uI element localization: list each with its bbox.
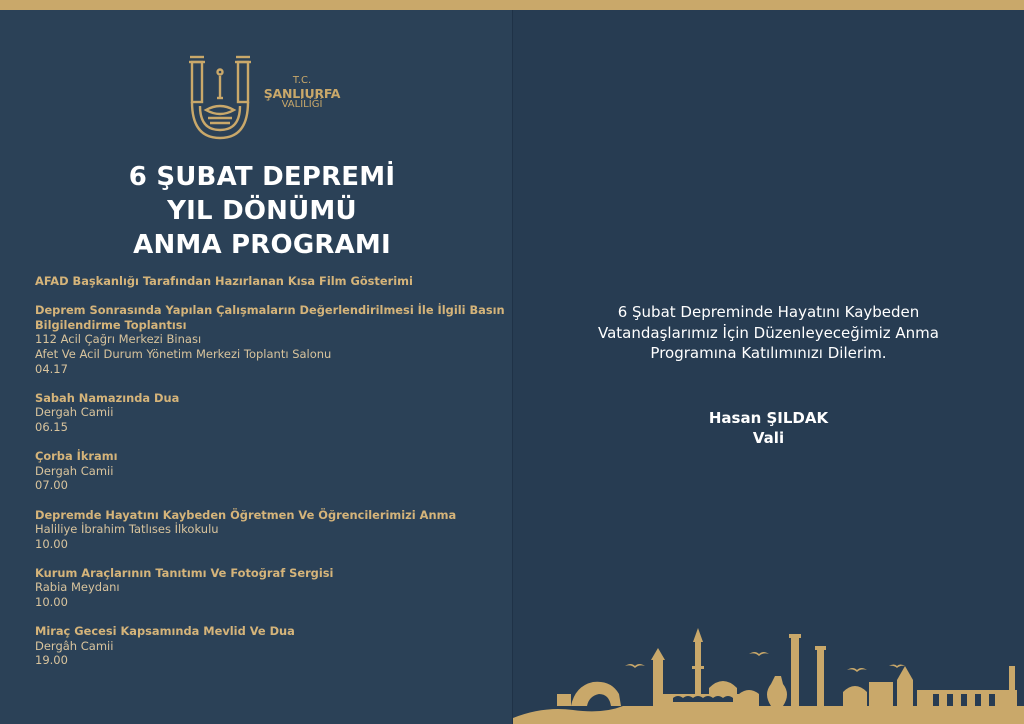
signature-block <box>513 408 1024 448</box>
logo-city: ŞANLIURFA <box>263 85 341 101</box>
program-item-time: 06.15 <box>35 419 68 434</box>
title-line-2: YIL DÖNÜMÜ <box>167 196 357 226</box>
signature-role: Vali <box>752 429 785 447</box>
program-item-location: Dergah Camii <box>35 405 114 420</box>
title-line-1: 6 ŞUBAT DEPREMİ <box>128 162 396 192</box>
city-skyline-icon <box>513 610 1024 724</box>
program-item-location: Haliliye İbrahim Tatlıses İlkokulu <box>35 522 219 537</box>
program-item-location: Rabia Meydanı <box>35 580 120 595</box>
program-item <box>35 274 505 289</box>
program-item-time: 10.00 <box>35 595 68 610</box>
program-item-title: Kurum Araçlarının Tanıtımı Ve Fotoğraf Sergisi <box>35 565 334 580</box>
program-item <box>35 391 505 435</box>
program-item-title: Çorba İkramı <box>35 449 118 464</box>
program-item-title: Deprem Sonrasında Yapılan Çalışmaların Değerlendirilmesi İle İlgili Basın Bilgilendirme Toplantısı <box>35 303 505 332</box>
program-item-location: Dergah Camii <box>35 463 114 478</box>
program-item <box>35 449 505 493</box>
program-item-title: Miraç Gecesi Kapsamında Mevlid Ve Dua <box>35 624 295 639</box>
program-item <box>35 566 505 610</box>
title-line-3: ANMA PROGRAMI <box>133 230 391 260</box>
program-item-title: Sabah Namazında Dua <box>35 390 180 405</box>
program-item-location: Dergâh Camii <box>35 638 114 653</box>
program-panel <box>0 10 513 724</box>
logo-tc: T.C. <box>292 75 312 86</box>
program-item-location: Afet Ve Acil Durum Yönetim Merkezi Toplantı Salonu <box>35 346 332 361</box>
program-item-time: 04.17 <box>35 361 68 376</box>
logo-text <box>260 76 344 110</box>
program-item-time: 19.00 <box>35 653 68 668</box>
program-item-location: 112 Acil Çağrı Merkezi Binası <box>35 332 202 347</box>
program-item <box>35 624 505 668</box>
program-item <box>35 508 505 552</box>
invitation-message <box>513 302 1024 364</box>
signature-name: Hasan ŞILDAK <box>708 409 829 427</box>
invitation-line-1: 6 Şubat Depreminde Hayatını Kaybeden <box>617 303 920 321</box>
program-item-title: Depremde Hayatını Kaybeden Öğretmen Ve Öğrencilerimizi Anma <box>35 507 457 522</box>
invitation-line-2: Vatandaşlarımız İçin Düzenleyeceğimiz Anma <box>598 323 939 342</box>
sanliurfa-governorship-logo <box>188 52 348 144</box>
logo-emblem-icon <box>188 52 260 144</box>
invitation-line-3: Programına Katılımınızı Dilerim. <box>650 344 887 362</box>
program-item-title: AFAD Başkanlığı Tarafından Hazırlanan Kısa Film Gösterimi <box>35 274 413 288</box>
program-item-time: 10.00 <box>35 536 68 551</box>
program-item-time: 07.00 <box>35 478 68 493</box>
program-title <box>0 160 513 262</box>
invitation-panel <box>513 10 1024 724</box>
logo-office: VALİLİĞİ <box>281 98 323 110</box>
program-item <box>35 303 505 376</box>
program-list <box>35 274 505 683</box>
